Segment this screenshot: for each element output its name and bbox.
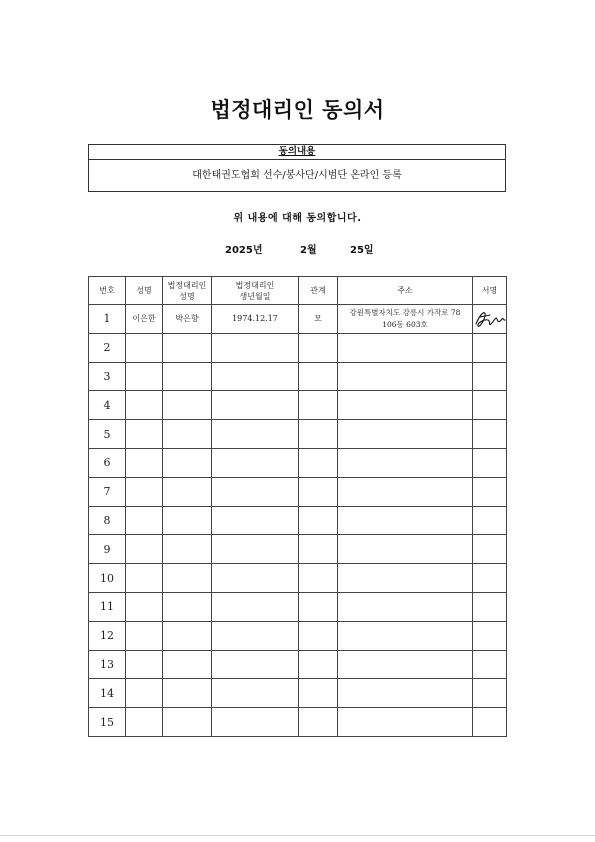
table-row — [89, 621, 507, 650]
guardian-birthdate — [212, 708, 299, 737]
student-name — [126, 708, 163, 737]
guardian-birthdate — [212, 477, 299, 506]
row-number: 4 — [89, 391, 126, 420]
guardian-name: 박은향 — [163, 305, 212, 334]
header-address: 주소 — [338, 277, 473, 305]
table-row — [89, 362, 507, 391]
signature-cell — [473, 477, 507, 506]
row-number: 8 — [89, 506, 126, 535]
address — [338, 708, 473, 737]
table-row — [89, 420, 507, 449]
consent-content: 대한태권도협회 선수/봉사단/시범단 온라인 등록 — [192, 170, 402, 181]
date-year: 2025년 — [225, 245, 263, 256]
guardian-name — [163, 333, 212, 362]
guardian-birthdate — [212, 333, 299, 362]
relation — [299, 420, 338, 449]
guardian-name — [163, 679, 212, 708]
table-row — [89, 506, 507, 535]
signature-cell — [473, 420, 507, 449]
address — [338, 679, 473, 708]
row-number: 15 — [89, 708, 126, 737]
guardian-birthdate — [212, 535, 299, 564]
relation — [299, 650, 338, 679]
guardian-name — [163, 650, 212, 679]
row-number: 2 — [89, 333, 126, 362]
relation — [299, 448, 338, 477]
address — [338, 420, 473, 449]
address — [338, 564, 473, 593]
guardian-birthdate — [212, 391, 299, 420]
student-name — [126, 420, 163, 449]
signature-cell — [473, 448, 507, 477]
guardian-name — [163, 592, 212, 621]
signature-cell — [473, 535, 507, 564]
row-number: 1 — [89, 305, 126, 334]
signature-cell — [473, 592, 507, 621]
guardian-name — [163, 420, 212, 449]
row-number: 10 — [89, 564, 126, 593]
signature-cell — [473, 564, 507, 593]
guardian-name — [163, 448, 212, 477]
relation — [299, 362, 338, 391]
table-row — [89, 448, 507, 477]
table-row — [89, 391, 507, 420]
address — [338, 391, 473, 420]
row-number: 7 — [89, 477, 126, 506]
header-name: 성명 — [126, 277, 163, 305]
row-number: 11 — [89, 592, 126, 621]
signature-cell — [473, 650, 507, 679]
scan-edge-line — [0, 835, 595, 836]
consent-header: 동의내용 — [278, 146, 316, 157]
signature-cell — [473, 305, 507, 334]
student-name — [126, 592, 163, 621]
guardian-birthdate — [212, 420, 299, 449]
guardian-birthdate — [212, 564, 299, 593]
student-name — [126, 621, 163, 650]
handwritten-signature-icon — [473, 307, 507, 331]
relation — [299, 592, 338, 621]
row-number: 5 — [89, 420, 126, 449]
signature-cell — [473, 621, 507, 650]
guardian-name — [163, 391, 212, 420]
consent-box — [88, 144, 506, 192]
address — [338, 333, 473, 362]
guardian-birthdate — [212, 448, 299, 477]
header-number: 번호 — [89, 277, 126, 305]
student-name: 이은한 — [126, 305, 163, 334]
student-name — [126, 391, 163, 420]
header-relation: 관계 — [299, 277, 338, 305]
guardian-name — [163, 506, 212, 535]
guardian-name — [163, 564, 212, 593]
table-row — [89, 535, 507, 564]
signature-cell — [473, 362, 507, 391]
row-number: 12 — [89, 621, 126, 650]
address — [338, 448, 473, 477]
row-number: 9 — [89, 535, 126, 564]
relation — [299, 477, 338, 506]
signature-cell — [473, 333, 507, 362]
table-row — [89, 592, 507, 621]
guardian-birthdate — [212, 621, 299, 650]
relation — [299, 506, 338, 535]
table-row — [89, 650, 507, 679]
header-guardian-name: 법정대리인 성명 — [163, 277, 212, 305]
row-number: 3 — [89, 362, 126, 391]
agreement-statement: 위 내용에 대해 동의합니다. — [233, 213, 362, 224]
relation — [299, 621, 338, 650]
guardian-birthdate: 1974.12.17 — [212, 305, 299, 334]
address — [338, 621, 473, 650]
relation: 모 — [299, 305, 338, 334]
table-header-row — [89, 277, 507, 305]
relation — [299, 535, 338, 564]
relation — [299, 391, 338, 420]
address — [338, 506, 473, 535]
student-name — [126, 477, 163, 506]
row-number: 6 — [89, 448, 126, 477]
table-row — [89, 708, 507, 737]
table-row — [89, 305, 507, 334]
signature-cell — [473, 391, 507, 420]
guardian-name — [163, 477, 212, 506]
student-name — [126, 362, 163, 391]
header-signature: 서명 — [473, 277, 507, 305]
guardian-name — [163, 621, 212, 650]
address — [338, 592, 473, 621]
row-number: 13 — [89, 650, 126, 679]
address — [338, 650, 473, 679]
guardian-table — [88, 276, 507, 737]
date-day: 25일 — [350, 245, 374, 256]
address — [338, 535, 473, 564]
student-name — [126, 506, 163, 535]
table-row — [89, 333, 507, 362]
date-month: 2월 — [300, 245, 317, 256]
header-guardian-birthdate: 법정대리인 생년월일 — [212, 277, 299, 305]
guardian-name — [163, 535, 212, 564]
table-row — [89, 477, 507, 506]
relation — [299, 564, 338, 593]
address: 강원특별자치도 강릉시 가작로 78 106동 603호 — [338, 305, 473, 334]
relation — [299, 333, 338, 362]
page-title: 법정대리인 동의서 — [210, 98, 385, 122]
guardian-birthdate — [212, 679, 299, 708]
address — [338, 362, 473, 391]
relation — [299, 679, 338, 708]
signature-cell — [473, 708, 507, 737]
table-row — [89, 679, 507, 708]
guardian-name — [163, 362, 212, 391]
guardian-birthdate — [212, 650, 299, 679]
student-name — [126, 535, 163, 564]
student-name — [126, 564, 163, 593]
guardian-birthdate — [212, 506, 299, 535]
guardian-birthdate — [212, 592, 299, 621]
guardian-name — [163, 708, 212, 737]
row-number: 14 — [89, 679, 126, 708]
student-name — [126, 650, 163, 679]
signature-cell — [473, 679, 507, 708]
address — [338, 477, 473, 506]
student-name — [126, 333, 163, 362]
student-name — [126, 679, 163, 708]
table-row — [89, 564, 507, 593]
signature-cell — [473, 506, 507, 535]
student-name — [126, 448, 163, 477]
guardian-birthdate — [212, 362, 299, 391]
relation — [299, 708, 338, 737]
